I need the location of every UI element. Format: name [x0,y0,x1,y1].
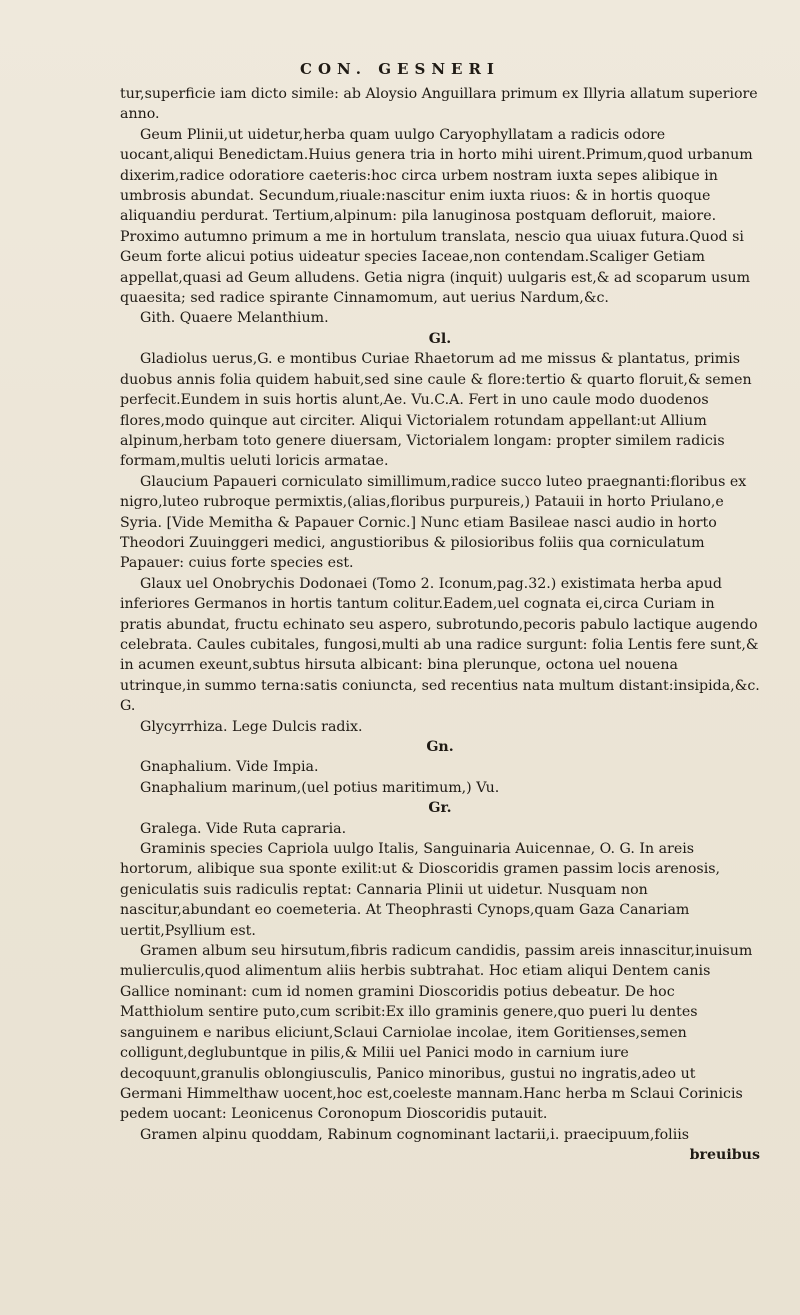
text-paragraph: Gramen album seu hirsutum,fibris radicum candidis, passim areis innascitur,inuisum mulierculis,quod alimentum aliis herbis subtrahat. Hoc etiam aliqui Dentem canis Gallice nominant: cum id nomen gramini Dioscoridis potius debeatur. De hoc Matthiolum sentire puto,cum scribit:Ex illo graminis genere,quo pueri lu dentes sanguinem e naribus eliciunt,Sclaui Carniolae incolae, item Goritienses,semen colligunt,deglubuntque in pilis,& Milii uel Panici modo in carnium iure decoquunt,granulis oblongiusculis, Panico minoribus, gustui no ingratis,adeo ut Germani Himmelthaw uocent,hoc est,coeleste mannam.Hanc herba m Sclaui Corinicis pedem uocant: Leonicenus Coronopum Dioscoridis putauit. [120,943,753,1123]
section-heading: Gl. [428,330,452,347]
catchword: breuibus [689,1147,760,1164]
text-paragraph: Gralega. Vide Ruta capraria. [140,820,347,837]
text-paragraph: Gladiolus uerus,G. e montibus Curiae Rhaetorum ad me missus & plantatus, primis duobus annis folia quidem habuit,sed sine caule & flore:tertio & quarto floruit,& semen perfecit.Eundem in suis hortis alunt,Ae. Vu.C.A. Fert in uno caule modo duodenos flores,modo quinque aut circiter. Aliqui Victorialem rotundam appellant:ut Allium alpinum,herbam toto genere diuersam, Victorialem longam: propter similem radicis formam,multis ueluti loricis armatae. [120,351,752,470]
text-paragraph: Gnaphalium. Vide Impia. [140,759,319,776]
text-paragraph: Gith. Quaere Melanthium. [140,310,329,327]
page-text [120,84,760,1166]
text-paragraph: Glycyrrhiza. Lege Dulcis radix. [140,718,363,735]
section-heading: Gr. [428,800,452,817]
text-paragraph: Graminis species Capriola uulgo Italis, Sanguinaria Auicennae, O. G. In areis hortorum, alibique sua sponte exilit:ut & Dioscoridis gramen passim locis arenosis, geniculatis suis radiculis reptat: Cannaria Plinii ut uidetur. Nusquam non nascitur,abundant eo coemeteria. At Theophrasti Cynops,quam Gaza Canariam uertit,Psyllium est. [120,841,721,939]
text-paragraph: Glaucium Papaueri corniculato simillimum,radice succo luteo praegnanti:floribus ex nigro,luteo rubroque permixtis,(alias,floribus purpureis,) Patauii in horto Priulano,e Syria. [Vide Memitha & Papauer Cornic.] Nunc etiam Basileae nasci audio in horto Theodori Zuuinggeri medici, angustioribus & pilosioribus foliis qua corniculatum Papauer: cuius forte species est. [120,473,747,572]
section-heading: Gn. [426,739,454,755]
text-paragraph: Geum Plinii,ut uidetur,herba quam uulgo Caryophyllatam a radicis odore uocant,aliqui Benedictam.Huius genera tria in horto mihi uirent.Primum,quod urbanum dixerim,radice odoratiore caeteris:hoc circa urbem nostram iuxta sepes alibique in umbrosis abundat. Secundum,riuale:nascitur enim iuxta riuos: & in hortis quoque aliquandiu perdurat. Tertium,alpinum: pila lanuginosa postquam defloruit, maiore. Proximo autumno primum a me in hortulum translata, nescio qua uiuax futura.Quod si Geum forte alicui potius uideatur species Iaceae,non contendam.Scaliger Getiam appellat,quasi ad Geum alludens. Getia nigra (inquit) uulgaris est,& ad scoparum usum quaesita; sed radice spirante Cinnamomum, aut uerius Nardum,&c. [120,126,753,307]
text-paragraph: Gramen alpinu quoddam, Rabinum cognominant lactarii,i. praecipuum,foliis [140,1126,690,1143]
text-paragraph: Gnaphalium marinum,(uel potius maritimum,) Vu. [140,779,500,796]
text-paragraph: tur,superficie iam dicto simile: ab Aloysio Anguillara primum ex Illyria allatum superiore anno. [120,86,758,123]
text-paragraph: Glaux uel Onobrychis Dodonaei (Tomo 2. Iconum,pag.32.) existimata herba apud inferiores Germanos in hortis tantum colitur.Eadem,uel cognata ei,circa Curiam in pratis abundat, fructu echinato seu aspero, subrotundo,pecoris pabulo lactique augendo celebrata. Caules cubitales, fungosi,multi ab una radice surgunt: folia Lentis fere sunt,& in acumen exeunt,subtus hirsuta albicant: bina plerunque, octona uel nouena utrinque,in summo terna:satis coniuncta, sed recentius nata multum distant:insipida,&c. G. [120,575,760,715]
running-head: CON. GESNERI [300,60,500,78]
